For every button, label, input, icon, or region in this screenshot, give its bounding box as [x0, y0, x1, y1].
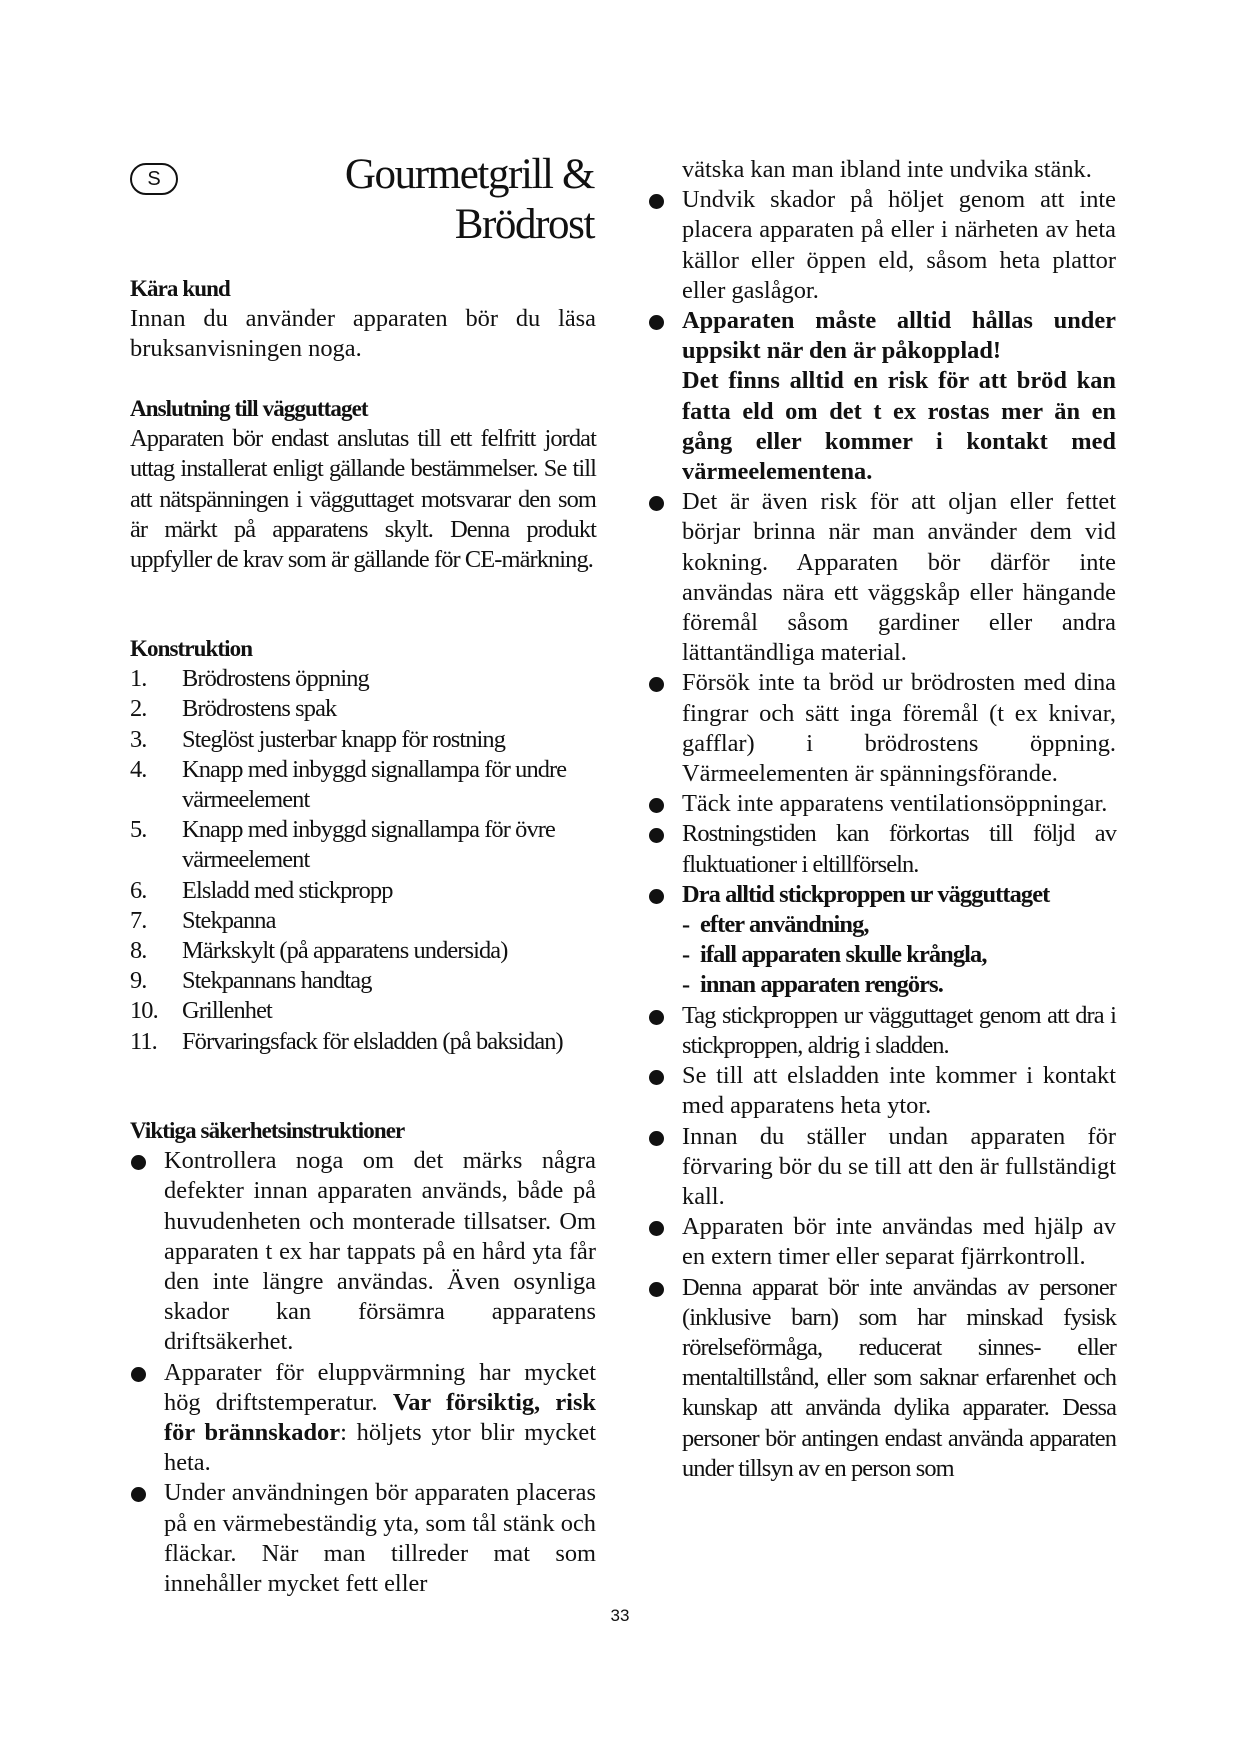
item-text: Under användningen bör apparaten placeras på en värmebeständig yta, som tål stänk och fläckar. När man tillreder mat som innehåller mycket fett eller: [164, 1479, 596, 1598]
construction-section: [130, 634, 596, 1057]
connection-text: Apparaten bör endast anslutas till ett felfritt jordat uttag installerat enligt gällande bestämmelser. Se till att nätspänningen i vägguttaget motsvarar den som är märkt på apparatens skylt. Denna produkt uppfyller de krav som är gällande för CE-märkning.: [130, 425, 596, 574]
fire-risk-warning: Det finns alltid en risk för att bröd kan fatta eld om det t ex rostas mer än en gång eller kommer i kontakt med värmeelementena.: [682, 367, 1116, 486]
intro-heading: Kära kund: [130, 276, 230, 301]
list-item: [648, 1061, 1116, 1121]
sub-item: - innan apparaten rengörs.: [682, 971, 943, 999]
bullet-icon: [649, 1010, 664, 1025]
unplug-heading: Dra alltid stickproppen ur vägguttaget: [682, 880, 1050, 908]
bullet-icon: [649, 194, 664, 209]
item-text: Steglöst justerbar knapp för rostning: [182, 725, 506, 753]
burn-warning: Var försiktig, risk för brännskador: [164, 1388, 597, 1447]
intro-section: [130, 274, 596, 365]
bullet-icon: [649, 677, 664, 692]
bullet-icon: [649, 798, 664, 813]
bullet-icon: [649, 889, 664, 904]
list-item: [130, 664, 596, 694]
item-text: Kontrollera noga om det märks några defekter innan apparaten används, både på huvudenheten och monterade tillsatser. Om apparaten t ex har tappats på en hård yta får den inte längre användas. Även osynliga skador kan försämra apparatens driftsäkerhet.: [164, 1147, 596, 1356]
list-item: [648, 487, 1116, 668]
item-text: Täck inte apparatens ventilationsöppningar.: [682, 790, 1108, 818]
item-number: 9.: [130, 967, 147, 995]
item-text: Denna apparat bör inte användas av personer (inklusive barn) som har minskad fysisk rörelseförmåga, reducerat sinnes- eller mentaltillstånd, eller som saknar erfarenhet och kunskap att använda dylika apparater. Dessa personer bör antingen endast använda apparaten under tillsyn av en person som: [682, 1273, 1116, 1482]
item-text: Det är även risk för att oljan eller fettet börjar brinna när man använder dem vid kokning. Apparaten bör därför inte användas nära ett väggskåp eller hängande föremål såsom gardiner eller andra lättantändliga material.: [682, 488, 1116, 667]
list-item: [648, 185, 1116, 306]
sub-item-text: ifall apparaten skulle krångla,: [700, 941, 987, 969]
title-line-2: Brödrost: [454, 201, 594, 248]
item-text: Apparater för eluppvärmning har mycket hög driftstemperatur.: [164, 1358, 596, 1416]
page-number: 33: [610, 1606, 630, 1625]
list-item: [648, 1001, 1116, 1061]
bullet-icon: [649, 315, 664, 330]
list-item: [130, 966, 596, 996]
list-item: [130, 725, 596, 755]
intro-text: Innan du använder apparaten bör du läsa bruksanvisningen noga.: [130, 305, 596, 363]
item-text: Brödrostens öppning: [182, 665, 369, 693]
item-text: Innan du ställer undan apparaten för förvaring bör du se till att den är fullständigt kall.: [682, 1122, 1116, 1210]
continuation-text: vätska kan man ibland inte undvika stänk.: [682, 156, 1092, 183]
list-item: [648, 668, 1116, 789]
bullet-icon: [131, 1367, 146, 1382]
item-text: Apparaten bör inte användas med hjälp av en extern timer eller separat fjärrkontroll.: [682, 1213, 1116, 1271]
item-number: 1.: [130, 665, 147, 693]
connection-heading: Anslutning till vägguttaget: [130, 396, 368, 421]
item-text: Knapp med inbyggd signallampa för övre värmeelement: [182, 816, 555, 874]
item-text: Märkskylt (på apparatens undersida): [182, 937, 508, 965]
bullet-icon: [649, 1070, 664, 1085]
sub-item: - ifall apparaten skulle krångla,: [682, 941, 987, 969]
safety-heading: Viktiga säkerhetsinstruktioner: [130, 1118, 405, 1143]
item-number: 10.: [130, 997, 158, 1025]
item-number: 4.: [130, 755, 147, 783]
item-number: 8.: [130, 937, 147, 965]
list-item: [648, 1212, 1116, 1272]
item-text: Se till att elsladden inte kommer i kontakt med apparatens heta ytor.: [682, 1062, 1116, 1120]
list-item: [130, 936, 596, 966]
bullet-icon: [131, 1155, 146, 1170]
item-text-after: : höljets ytor blir mycket heta.: [164, 1419, 597, 1477]
list-item: [130, 1478, 596, 1599]
connection-section: [130, 394, 596, 575]
list-item: [648, 1273, 1116, 1484]
list-item: [130, 815, 596, 875]
safety-list-left: [130, 1146, 596, 1599]
bullet-icon: [649, 1221, 664, 1236]
sub-item-text: efter användning,: [700, 911, 869, 939]
item-text: Stekpannans handtag: [182, 967, 372, 995]
item-number: 7.: [130, 906, 147, 934]
item-text: Grillenhet: [182, 997, 272, 1025]
language-badge: S: [130, 163, 178, 195]
item-number: 5.: [130, 816, 147, 844]
item-number: 11.: [130, 1027, 157, 1055]
list-item: [130, 876, 596, 906]
title-line-1: Gourmetgrill &: [344, 151, 594, 198]
item-text: Brödrostens spak: [182, 695, 337, 723]
item-text: Knapp med inbyggd signallampa för undre värmeelement: [182, 755, 567, 814]
list-item: [130, 1358, 596, 1479]
list-item: [648, 819, 1116, 879]
sub-item-text: innan apparaten rengörs.: [700, 971, 943, 999]
item-text: Rostningstiden kan förkortas till följd av fluktuationer i eltillförseln.: [682, 820, 1116, 878]
list-item: [130, 694, 596, 724]
supervision-warning: Apparaten måste alltid hållas under uppsikt när den är påkopplad!: [682, 307, 1116, 365]
list-item: [130, 755, 596, 815]
construction-heading: Konstruktion: [130, 636, 253, 661]
bullet-icon: [649, 1131, 664, 1146]
list-item: [648, 306, 1116, 487]
safety-list-right: [648, 185, 1116, 1484]
item-text: Elsladd med stickpropp: [182, 876, 393, 904]
safety-section-right: [648, 155, 1116, 1484]
item-text: Försök inte ta bröd ur brödrosten med dina fingrar och sätt inga föremål (t ex knivar, gafflar) i brödrostens öppning. Värmeelementen är spänningsförande.: [682, 669, 1116, 788]
list-item: [130, 996, 596, 1026]
item-text: Undvik skador på höljet genom att inte placera apparaten på eller i närheten av heta källor eller öppen eld, såsom heta plattor eller gaslågor.: [682, 186, 1116, 304]
list-item: [130, 906, 596, 936]
list-item: [130, 1146, 596, 1357]
bullet-icon: [131, 1487, 146, 1502]
list-item: [130, 1027, 596, 1057]
list-item: [648, 1122, 1116, 1213]
item-text: Förvaringsfack för elsladden (på baksidan): [182, 1027, 563, 1055]
item-number: 2.: [130, 695, 147, 723]
bullet-icon: [649, 828, 664, 843]
item-text: Tag stickproppen ur vägguttaget genom att dra i stickproppen, aldrig i sladden.: [682, 1001, 1116, 1059]
item-number: 3.: [130, 725, 147, 753]
bullet-icon: [649, 496, 664, 511]
safety-section-left: [130, 1116, 596, 1599]
construction-list: [130, 664, 596, 1057]
item-number: 6.: [130, 876, 147, 904]
page-title: [300, 150, 594, 250]
list-item: [648, 789, 1116, 819]
bullet-icon: [649, 1282, 664, 1297]
list-item: [648, 880, 1116, 1001]
item-text: Stekpanna: [182, 906, 276, 934]
sub-item: - efter användning,: [682, 911, 869, 939]
